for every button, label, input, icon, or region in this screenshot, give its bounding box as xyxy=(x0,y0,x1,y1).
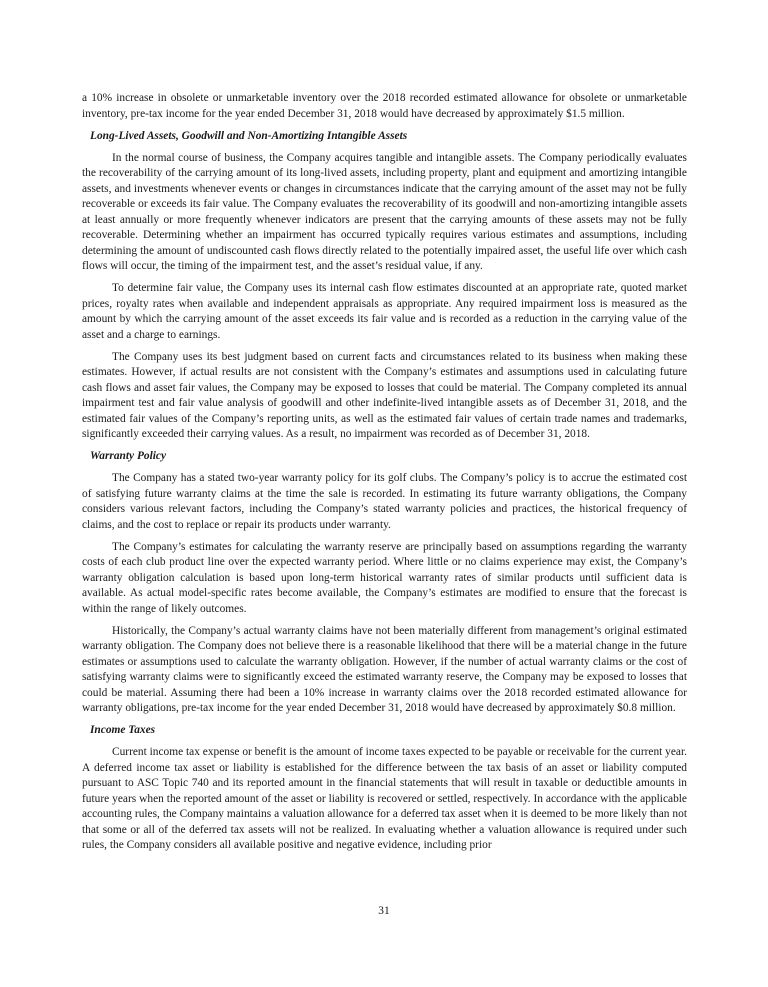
paragraph: Current income tax expense or benefit is the amount of income taxes expected to be payable or receivable for the current year. A deferred income tax asset or liability is established for the difference between the tax basis of an asset or liability computed pursuant to ASC Topic 740 and its reported amount in the financial statements that will result in taxable or deductible amounts in future years when the reported amount of the asset or liability is recovered or settled, respectively. In accordance with the applicable accounting rules, the Company maintains a valuation allowance for a deferred tax asset when it is deemed to be more likely than not that some or all of the deferred tax assets will not be realized. In evaluating whether a valuation allowance is required under such rules, the Company considers all available positive and negative evidence, including prior xyxy=(82,746,687,851)
paragraph: Historically, the Company’s actual warranty claims have not been materially different from management’s original estimated warranty obligation. The Company does not believe there is a reasonable likelihood that there will be a material change in the future estimates or assumptions used to calculate the warranty obligation. However, if the number of actual warranty claims or the cost of satisfying warranty claims were to significantly exceed the estimated warranty reserve, the Company may be exposed to losses that could be material. Assuming there had been a 10% increase in warranty claims over the 2018 recorded estimated allowance for warranty obligations, pre-tax income for the year ended December 31, 2018 would have decreased by approximately $0.8 million. xyxy=(82,624,687,714)
paragraph: The Company has a stated two-year warranty policy for its golf clubs. The Company’s policy is to accrue the estimated cost of satisfying future warranty claims at the time the sale is recorded. In estimating its future warranty obligations, the Company considers various relevant factors, including the Company’s stated warranty policies and practices, the historical frequency of claims, and the cost to replace or repair its products under warranty. xyxy=(82,472,687,531)
page-number: 31 xyxy=(378,905,390,917)
paragraph: The Company uses its best judgment based on current facts and circumstances related to its business when making these estimates. However, if actual results are not consistent with the Company’s estimates and assumptions used in calculating future cash flows and asset fair values, the Company may be exposed to losses that could be material. The Company completed its annual impairment test and fair value analysis of goodwill and other indefinite-lived intangible assets as of December 31, 2018, and the estimated fair values of the Company’s reporting units, as well as the estimated fair values of certain trade names and trademarks, significantly exceeded their carrying values. As a result, no impairment was recorded as of December 31, 2018. xyxy=(82,350,687,440)
paragraph: To determine fair value, the Company uses its internal cash flow estimates discounted at an appropriate rate, quoted market prices, royalty rates when available and independent appraisals as appropriate. Any required impairment loss is measured as the amount by which the carrying amount of the asset exceeds its fair value and is recorded as a reduction in the carrying value of the asset and a charge to earnings. xyxy=(82,282,687,341)
section-heading-income-taxes: Income Taxes xyxy=(90,724,156,736)
section-heading-warranty-policy: Warranty Policy xyxy=(90,450,167,462)
paragraph: The Company’s estimates for calculating the warranty reserve are principally based on assumptions regarding the warranty costs of each club product line over the expected warranty period. Where little or no claims experience may exist, the Company’s warranty obligation calculation is based upon long-term historical warranty rates of similar products until sufficient data is available. As actual model-specific rates become available, the Company’s estimates are modified to ensure that the forecast is within the range of likely outcomes. xyxy=(82,540,687,615)
paragraph: In the normal course of business, the Company acquires tangible and intangible assets. The Company periodically evaluates the recoverability of the carrying amount of its long-lived assets, including property, plant and equipment and amortizing intangible assets, and investments whenever events or changes in circumstances indicate that the carrying amount of the asset may not be fully recoverable or exceeds its fair value. The Company evaluates the recoverability of its goodwill and non-amortizing intangible assets at least annually or more frequently whenever indicators are present that the carrying amounts of these assets may not be fully recoverable. Determining whether an impairment has occurred typically requires various estimates and assumptions, including determining the amount of undiscounted cash flows directly related to the potentially impaired asset, the useful life over which cash flows will occur, the timing of the impairment test, and the asset’s residual value, if any. xyxy=(82,151,687,272)
section-heading-long-lived-assets: Long-Lived Assets, Goodwill and Non-Amortizing Intangible Assets xyxy=(90,129,408,142)
document-page xyxy=(82,91,687,860)
intro-paragraph: a 10% increase in obsolete or unmarketable inventory over the 2018 recorded estimated allowance for obsolete or unmarketable inventory, pre-tax income for the year ended December 31, 2018 would have decreased by approximately $1.5 million. xyxy=(82,92,687,120)
